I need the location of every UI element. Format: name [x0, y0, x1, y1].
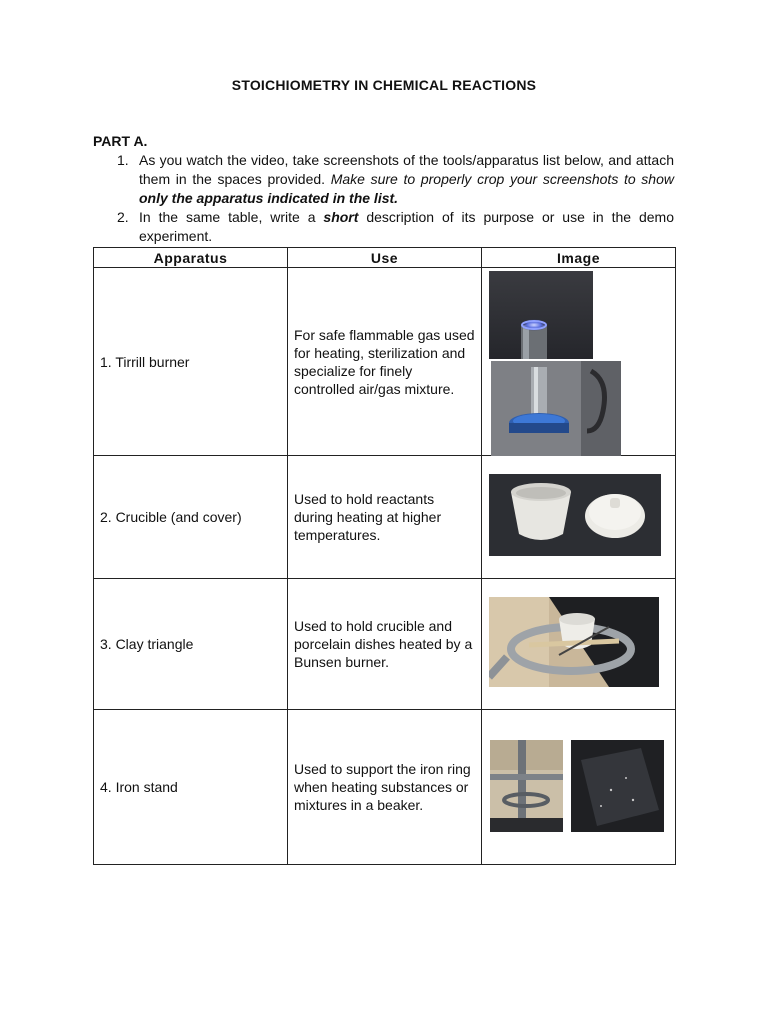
apparatus-use: For safe flammable gas used for heating, sterilization and specialize for finely controlled air/gas mixture. — [288, 268, 482, 456]
instruction-number: 1. — [117, 152, 129, 168]
instruction-text: description of its purpose or use in the demo experiment. — [139, 209, 674, 244]
instruction-italic-text: Make sure to properly crop your screenshots to show — [330, 171, 674, 187]
burner-base-photo — [491, 361, 621, 456]
instruction-emphasis: only the apparatus indicated in the list. — [139, 190, 399, 206]
apparatus-table — [93, 247, 676, 865]
instruction-emphasis: short — [323, 209, 359, 225]
apparatus-name: 4. Iron stand — [94, 710, 288, 865]
apparatus-image-cell — [482, 456, 676, 579]
instructions-list — [113, 151, 674, 246]
apparatus-name: 1. Tirrill burner — [94, 268, 288, 456]
apparatus-image-cell — [482, 579, 676, 710]
table-row — [94, 710, 676, 865]
apparatus-name: 3. Clay triangle — [94, 579, 288, 710]
iron-stand-base-photo — [571, 740, 664, 832]
part-heading: PART A. — [93, 133, 148, 149]
apparatus-name: 2. Crucible (and cover) — [94, 456, 288, 579]
apparatus-image-cell — [482, 268, 676, 456]
instruction-number: 2. — [117, 209, 129, 225]
column-header-use: Use — [288, 248, 482, 268]
instruction-item — [113, 208, 674, 246]
apparatus-use: Used to support the iron ring when heating substances or mixtures in a beaker. — [288, 710, 482, 865]
clay-triangle-photo — [489, 597, 659, 687]
instruction-item — [113, 151, 674, 208]
table-row — [94, 268, 676, 456]
table-row — [94, 456, 676, 579]
instruction-text: As you watch the video, take screenshots of the tools/apparatus list below, and attach them in the spaces provided. — [139, 152, 674, 187]
apparatus-image-cell — [482, 710, 676, 865]
document-title: STOICHIOMETRY IN CHEMICAL REACTIONS — [231, 77, 537, 93]
burner-flame-photo — [489, 271, 593, 359]
table-row — [94, 579, 676, 710]
instruction-text: In the same table, write a — [139, 209, 324, 225]
crucible-photo — [489, 474, 661, 556]
column-header-image: Image — [482, 248, 676, 268]
column-header-apparatus: Apparatus — [94, 248, 288, 268]
iron-stand-photo — [490, 740, 563, 832]
apparatus-use: Used to hold reactants during heating at higher temperatures. — [288, 456, 482, 579]
table-header-row — [94, 248, 676, 268]
apparatus-use: Used to hold crucible and porcelain dishes heated by a Bunsen burner. — [288, 579, 482, 710]
